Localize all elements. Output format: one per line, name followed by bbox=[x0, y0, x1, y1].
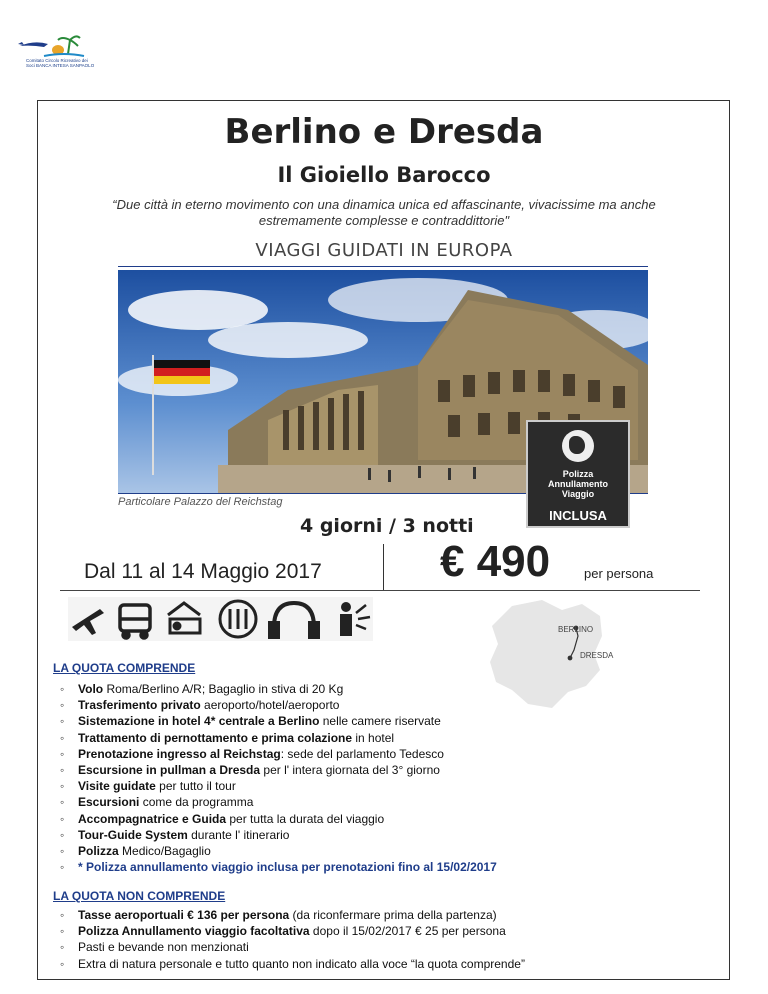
list-item-text: come da programma bbox=[139, 795, 254, 810]
germany-map bbox=[482, 596, 652, 716]
list-item bbox=[56, 843, 497, 859]
quote-text: “Due città in eterno movimento con una dinamica unica ed affascinante, vivacissime ma anche estremamente complesse e contraddittorie" bbox=[112, 197, 656, 228]
list-item-bold: Trasferimento privato bbox=[78, 698, 201, 713]
list-item-text: Roma/Berlino A/R; Bagaglio in stiva di 20 Kg bbox=[103, 682, 344, 696]
list-item bbox=[56, 778, 497, 794]
insurance-badge bbox=[526, 420, 630, 528]
price-unit: per persona bbox=[584, 566, 654, 581]
trip-duration: 4 giorni / 3 notti bbox=[300, 515, 474, 537]
list-item-text: (da riconfermare prima della partenza) bbox=[289, 908, 497, 922]
list-item-bold: * Polizza annullamento viaggio inclusa per prenotazioni fino al 15/02/2017 bbox=[78, 860, 497, 875]
list-item bbox=[56, 907, 525, 923]
list-item-text: aeroporto/hotel/aeroporto bbox=[200, 698, 340, 713]
list-item bbox=[56, 956, 525, 972]
list-item bbox=[56, 681, 497, 697]
list-item-bold: Polizza bbox=[78, 844, 119, 859]
badge-line-3: Viaggio bbox=[561, 489, 595, 499]
excludes-title: LA QUOTA NON COMPRENDE bbox=[53, 889, 226, 903]
list-item-bold: Accompagnatrice e Guida bbox=[78, 811, 227, 826]
list-item-bold: Sistemazione in hotel 4* centrale a Berlino bbox=[78, 714, 320, 729]
list-item-text: dopo il 15/02/2017 € 25 per persona bbox=[309, 924, 506, 939]
list-item-text: : sede del parlamento Tedesco bbox=[280, 746, 444, 761]
page-subtitle: Il Gioiello Barocco bbox=[277, 163, 491, 187]
divider bbox=[118, 266, 648, 267]
trip-category: VIAGGI GUIDATI IN EUROPA bbox=[255, 240, 513, 261]
list-item-bold: Escursione in pullman a Dresda bbox=[78, 763, 261, 778]
list-item bbox=[56, 859, 497, 875]
list-item bbox=[56, 697, 497, 713]
includes-list bbox=[56, 681, 497, 875]
list-item bbox=[56, 794, 497, 810]
list-item-bold: Polizza Annullamento viaggio facoltativa bbox=[78, 924, 310, 939]
list-item bbox=[56, 746, 497, 762]
list-item-bold: Prenotazione ingresso al Reichstag bbox=[78, 746, 281, 761]
list-item-text: nelle camere riservate bbox=[319, 714, 441, 729]
list-item-bold: Escursioni bbox=[78, 795, 140, 810]
list-item-bold: Tour-Guide System bbox=[78, 827, 188, 842]
list-item bbox=[56, 762, 497, 778]
globe-icon bbox=[562, 430, 594, 462]
page-title: Berlino e Dresda bbox=[224, 112, 544, 152]
trip-price: € 490 bbox=[440, 537, 551, 586]
list-item bbox=[56, 923, 525, 939]
list-item-bold: Visite guidate bbox=[78, 779, 156, 794]
list-item bbox=[56, 811, 497, 827]
map-label-berlin: BERLINO bbox=[558, 625, 594, 634]
list-item-text: per tutto il tour bbox=[155, 779, 236, 794]
map-label-dresda: DRESDA bbox=[580, 651, 614, 660]
list-item-text: Extra di natura personale e tutto quanto non indicato alla voce “la quota comprende” bbox=[78, 956, 525, 971]
badge-line-2: Annullamento bbox=[548, 479, 608, 489]
divider bbox=[60, 590, 700, 591]
list-item bbox=[56, 939, 525, 955]
logo-text: Comitato Circolo Ricreativo dei Soci BANCA INTESA SANPAOLO bbox=[26, 58, 95, 68]
list-item bbox=[56, 730, 497, 746]
list-item-text: Pasti e bevande non menzionati bbox=[78, 940, 249, 955]
list-item-bold: Trattamento di pernottamento e prima colazione bbox=[78, 730, 353, 745]
list-item-text: per tutta la durata del viaggio bbox=[226, 811, 385, 826]
list-item-text: Medico/Bagaglio bbox=[118, 844, 211, 859]
list-item bbox=[56, 713, 497, 729]
list-item-text: per l' intera giornata del 3° giorno bbox=[260, 763, 440, 778]
badge-line-1: Polizza bbox=[562, 469, 594, 479]
vertical-divider bbox=[383, 544, 384, 590]
list-item-text: in hotel bbox=[352, 730, 395, 745]
list-item-bold: Tasse aeroportuali € 136 per persona bbox=[78, 908, 290, 922]
list-item-text: durante l' itinerario bbox=[187, 827, 290, 842]
services-icons bbox=[68, 597, 373, 641]
excludes-list bbox=[56, 907, 525, 972]
badge-included: INCLUSA bbox=[528, 508, 628, 523]
list-item bbox=[56, 827, 497, 843]
trip-dates: Dal 11 al 14 Maggio 2017 bbox=[84, 560, 322, 583]
includes-title: LA QUOTA COMPRENDE bbox=[53, 661, 196, 675]
list-item-bold: Volo bbox=[78, 682, 104, 696]
photo-caption: Particolare Palazzo del Reichstag bbox=[118, 496, 283, 508]
